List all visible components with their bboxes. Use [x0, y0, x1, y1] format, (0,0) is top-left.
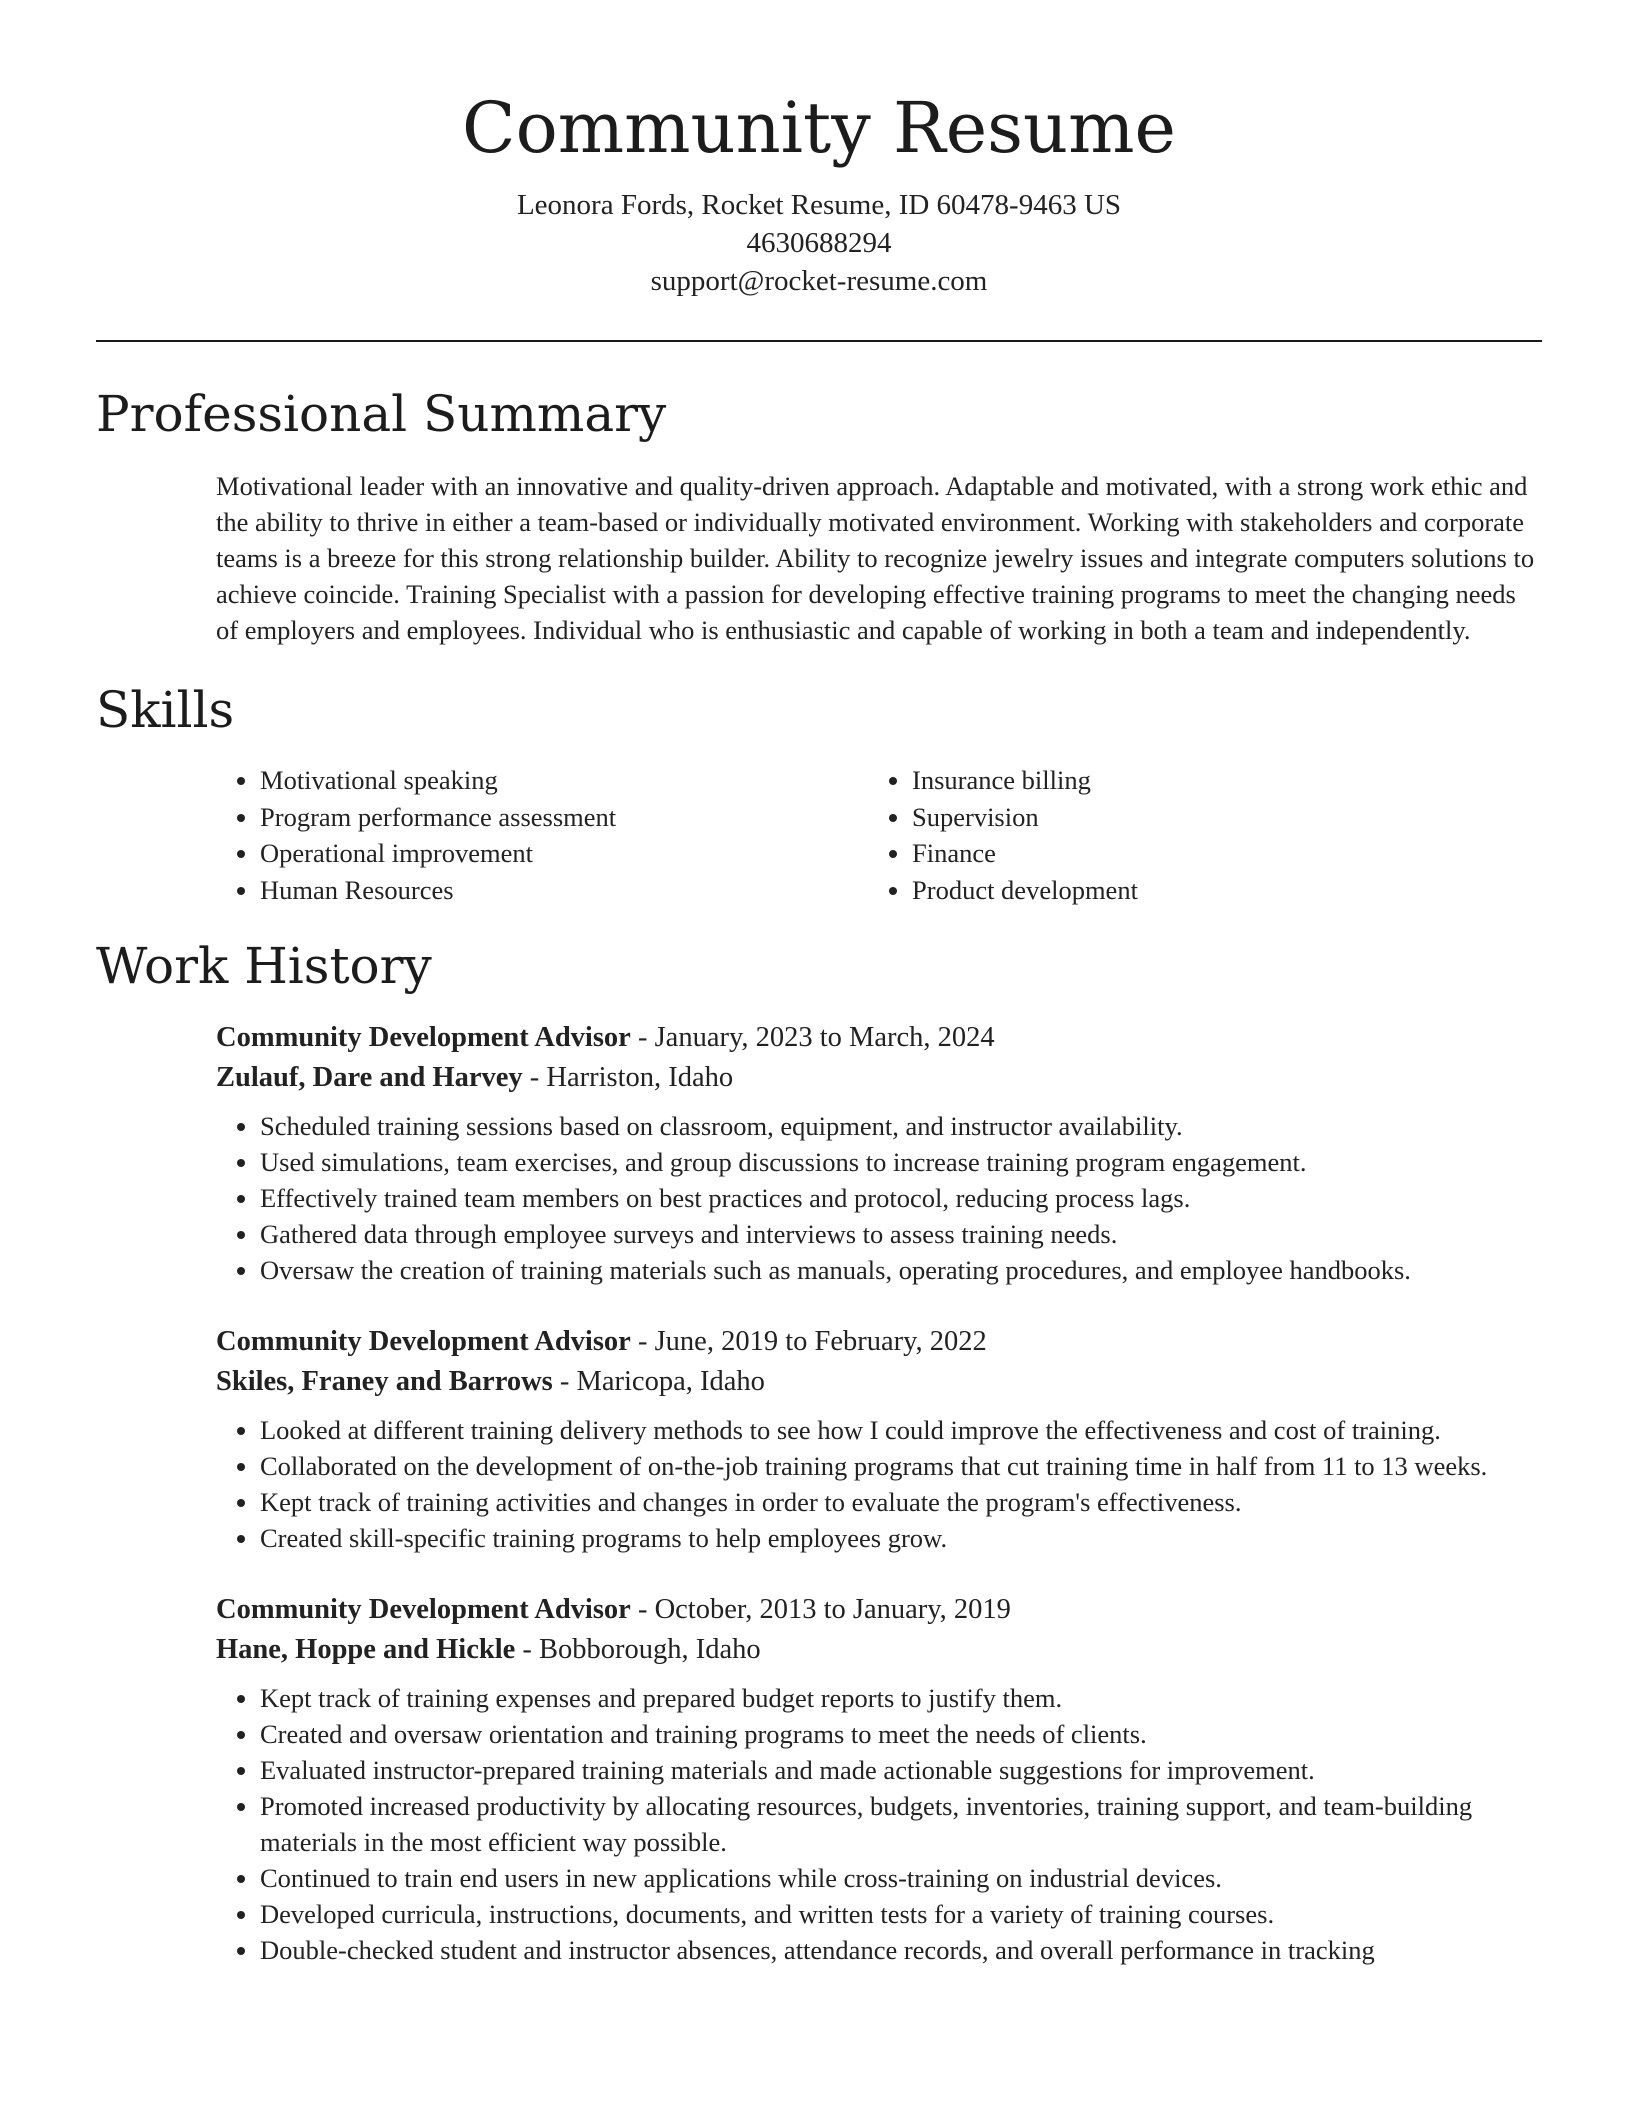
skills-column-left [216, 762, 868, 908]
job-bullet: • Created and oversaw orientation and training programs to meet the needs of clients. [260, 1716, 1542, 1752]
skill-item: • Supervision [912, 799, 1472, 836]
skill-item: • Human Resources [260, 872, 868, 909]
job-location: Bobborough, Idaho [539, 1634, 761, 1665]
skill-item: • Motivational speaking [260, 762, 868, 799]
skills-grid [216, 762, 1542, 908]
job-location: Harriston, Idaho [546, 1062, 734, 1093]
header-divider [96, 340, 1542, 342]
skill-item: • Finance [912, 835, 1472, 872]
job-title: Community Development Advisor [216, 1594, 631, 1625]
job-company: Hane, Hoppe and Hickle [216, 1634, 516, 1665]
job-bullet: • Oversaw the creation of training materials such as manuals, operating procedures, and employee handbooks. [260, 1252, 1542, 1288]
job-bullet: • Kept track of training expenses and prepared budget reports to justify them. [260, 1680, 1542, 1716]
job-bullet: • Continued to train end users in new applications while cross-training on industrial devices. [260, 1860, 1542, 1896]
resume-header [96, 0, 1542, 300]
skills-column-right [868, 762, 1472, 908]
job-bullet: • Created skill-specific training programs to help employees grow. [260, 1520, 1542, 1556]
job-company-line: Zulauf, Dare and Harvey - Harriston, Idaho [216, 1062, 734, 1093]
contact-phone: 4630688294 [746, 227, 892, 259]
job-entry [216, 1590, 1542, 1968]
summary-text: Motivational leader with an innovative and quality-driven approach. Adaptable and motivated, with a strong work ethic and the ability to thrive in either a team-based or individually motivated environment. Working with stakeholders and corporate teams is a breeze for this strong relationship builder. Ability to recognize jewelry issues and integrate computers solutions to achieve coincide. Training Specialist with a passion for developing effective training programs to meet the changing needs of employers and employees. Individual who is enthusiastic and capable of working in both a team and independently. [216, 471, 1535, 645]
contact-address: Leonora Fords, Rocket Resume, ID 60478-9463 US [516, 189, 1122, 221]
job-title: Community Development Advisor [216, 1022, 631, 1053]
work-history-title: Work History [96, 937, 432, 995]
skill-item: • Operational improvement [260, 835, 868, 872]
skills-title: Skills [96, 681, 235, 739]
job-company-line: Hane, Hoppe and Hickle - Bobborough, Idaho [216, 1634, 761, 1665]
resume-page [96, 0, 1542, 1968]
contact-email: support@rocket-resume.com [650, 265, 988, 297]
skills-section [96, 678, 1542, 908]
job-title: Community Development Advisor [216, 1326, 631, 1357]
job-bullet: • Evaluated instructor-prepared training materials and made actionable suggestions for improvement. [260, 1752, 1542, 1788]
job-entry [216, 1018, 1542, 1288]
summary-title: Professional Summary [96, 385, 667, 443]
job-bullet: • Collaborated on the development of on-the-job training programs that cut training time in half from 11 to 13 weeks. [260, 1448, 1542, 1484]
job-bullet: • Promoted increased productivity by allocating resources, budgets, inventories, training support, and team-building materials in the most efficient way possible. [260, 1788, 1542, 1860]
job-bullet: • Looked at different training delivery methods to see how I could improve the effectiveness and cost of training. [260, 1412, 1542, 1448]
job-company: Zulauf, Dare and Harvey [216, 1062, 523, 1093]
job-bullet: • Used simulations, team exercises, and group discussions to increase training program engagement. [260, 1144, 1542, 1180]
job-bullet: • Developed curricula, instructions, documents, and written tests for a variety of training courses. [260, 1896, 1542, 1932]
resume-name: Community Resume [462, 87, 1176, 169]
job-title-line: Community Development Advisor - October, 2013 to January, 2019 [216, 1594, 1011, 1625]
job-bullets [216, 1680, 1542, 1968]
work-history-section [96, 934, 1542, 1968]
job-bullet: • Gathered data through employee surveys and interviews to assess training needs. [260, 1216, 1542, 1252]
job-bullet: • Effectively trained team members on best practices and protocol, reducing process lags. [260, 1180, 1542, 1216]
skill-item: • Product development [912, 872, 1472, 909]
job-bullet: • Kept track of training activities and changes in order to evaluate the program's effectiveness. [260, 1484, 1542, 1520]
job-location: Maricopa, Idaho [576, 1366, 765, 1397]
job-entry [216, 1322, 1542, 1556]
job-dates: June, 2019 to February, 2022 [654, 1326, 987, 1357]
job-dates: January, 2023 to March, 2024 [654, 1022, 995, 1053]
job-bullet: • Double-checked student and instructor absences, attendance records, and overall performance in tracking [260, 1932, 1542, 1968]
summary-section [96, 382, 1542, 648]
job-bullets [216, 1412, 1542, 1556]
skill-item: • Program performance assessment [260, 799, 868, 836]
job-company: Skiles, Franey and Barrows [216, 1366, 553, 1397]
job-company-line: Skiles, Franey and Barrows - Maricopa, Idaho [216, 1366, 765, 1397]
skill-item: • Insurance billing [912, 762, 1472, 799]
job-dates: October, 2013 to January, 2019 [654, 1594, 1011, 1625]
job-title-line: Community Development Advisor - June, 2019 to February, 2022 [216, 1326, 987, 1357]
job-title-line: Community Development Advisor - January, 2023 to March, 2024 [216, 1022, 995, 1053]
job-bullet: • Scheduled training sessions based on classroom, equipment, and instructor availability. [260, 1108, 1542, 1144]
job-bullets [216, 1108, 1542, 1288]
